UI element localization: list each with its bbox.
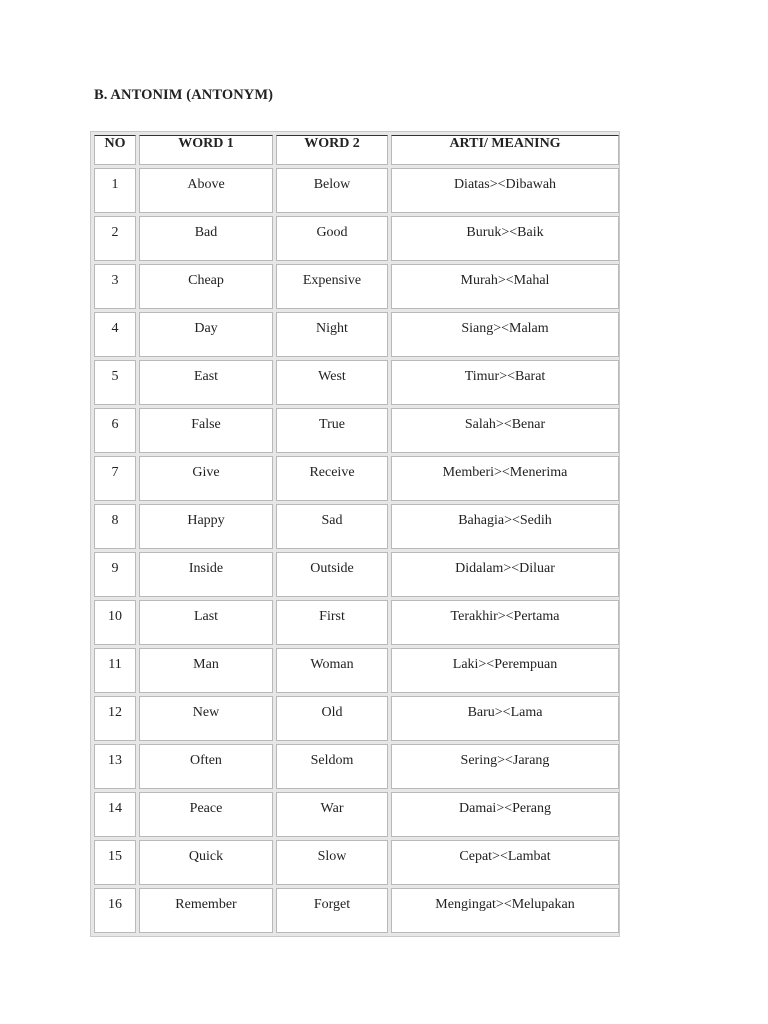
meaning-cell: Siang><Malam	[391, 312, 619, 357]
word-2-cell: Expensive	[276, 264, 388, 309]
meaning-cell: Timur><Barat	[391, 360, 619, 405]
table-row	[94, 696, 619, 741]
meaning-cell: Salah><Benar	[391, 408, 619, 453]
header-word-2: WORD 2	[276, 135, 388, 165]
table-row	[94, 216, 619, 261]
word-2-cell: War	[276, 792, 388, 837]
meaning-cell: Bahagia><Sedih	[391, 504, 619, 549]
meaning-cell: Terakhir><Pertama	[391, 600, 619, 645]
word-1-cell: East	[139, 360, 273, 405]
word-1-cell: Peace	[139, 792, 273, 837]
word-2-cell: Seldom	[276, 744, 388, 789]
word-1-cell: Often	[139, 744, 273, 789]
word-1-cell: Bad	[139, 216, 273, 261]
row-number: 12	[94, 696, 136, 741]
row-number: 9	[94, 552, 136, 597]
meaning-cell: Sering><Jarang	[391, 744, 619, 789]
meaning-cell: Mengingat><Melupakan	[391, 888, 619, 933]
table-row	[94, 840, 619, 885]
meaning-cell: Laki><Perempuan	[391, 648, 619, 693]
row-number: 6	[94, 408, 136, 453]
word-2-cell: Below	[276, 168, 388, 213]
row-number: 7	[94, 456, 136, 501]
word-1-cell: Day	[139, 312, 273, 357]
table-row	[94, 792, 619, 837]
word-2-cell: Night	[276, 312, 388, 357]
word-2-cell: Slow	[276, 840, 388, 885]
table-row	[94, 312, 619, 357]
word-2-cell: First	[276, 600, 388, 645]
antonym-table-container	[90, 131, 620, 937]
word-2-cell: Forget	[276, 888, 388, 933]
header-no: NO	[94, 135, 136, 165]
header-meaning: ARTI/ MEANING	[391, 135, 619, 165]
word-1-cell: New	[139, 696, 273, 741]
row-number: 5	[94, 360, 136, 405]
row-number: 11	[94, 648, 136, 693]
row-number: 2	[94, 216, 136, 261]
word-1-cell: Give	[139, 456, 273, 501]
word-1-cell: False	[139, 408, 273, 453]
meaning-cell: Memberi><Menerima	[391, 456, 619, 501]
word-2-cell: Good	[276, 216, 388, 261]
word-1-cell: Remember	[139, 888, 273, 933]
row-number: 3	[94, 264, 136, 309]
meaning-cell: Diatas><Dibawah	[391, 168, 619, 213]
table-row	[94, 408, 619, 453]
meaning-cell: Didalam><Diluar	[391, 552, 619, 597]
row-number: 16	[94, 888, 136, 933]
word-1-cell: Man	[139, 648, 273, 693]
meaning-cell: Damai><Perang	[391, 792, 619, 837]
meaning-cell: Cepat><Lambat	[391, 840, 619, 885]
meaning-cell: Baru><Lama	[391, 696, 619, 741]
row-number: 8	[94, 504, 136, 549]
table-row	[94, 168, 619, 213]
section-heading: B. ANTONIM (ANTONYM)	[94, 87, 274, 103]
table-row	[94, 744, 619, 789]
word-1-cell: Cheap	[139, 264, 273, 309]
word-2-cell: West	[276, 360, 388, 405]
word-1-cell: Happy	[139, 504, 273, 549]
row-number: 13	[94, 744, 136, 789]
word-2-cell: Sad	[276, 504, 388, 549]
table-row	[94, 456, 619, 501]
word-2-cell: True	[276, 408, 388, 453]
table-row	[94, 648, 619, 693]
table-header-row	[94, 135, 619, 165]
word-2-cell: Outside	[276, 552, 388, 597]
word-2-cell: Woman	[276, 648, 388, 693]
row-number: 10	[94, 600, 136, 645]
table-row	[94, 360, 619, 405]
row-number: 1	[94, 168, 136, 213]
table-row	[94, 552, 619, 597]
word-2-cell: Old	[276, 696, 388, 741]
row-number: 15	[94, 840, 136, 885]
table-row	[94, 600, 619, 645]
table-body	[94, 168, 619, 933]
row-number: 14	[94, 792, 136, 837]
word-1-cell: Inside	[139, 552, 273, 597]
row-number: 4	[94, 312, 136, 357]
header-word-1: WORD 1	[139, 135, 273, 165]
table-row	[94, 888, 619, 933]
word-1-cell: Above	[139, 168, 273, 213]
word-1-cell: Quick	[139, 840, 273, 885]
antonym-table	[91, 132, 622, 936]
word-2-cell: Receive	[276, 456, 388, 501]
meaning-cell: Buruk><Baik	[391, 216, 619, 261]
meaning-cell: Murah><Mahal	[391, 264, 619, 309]
table-row	[94, 264, 619, 309]
word-1-cell: Last	[139, 600, 273, 645]
table-row	[94, 504, 619, 549]
